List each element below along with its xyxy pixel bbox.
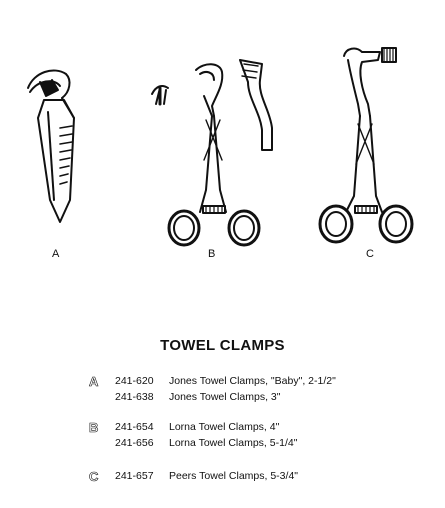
catalog-code: 241-638	[115, 391, 154, 403]
catalog-row	[0, 374, 445, 389]
catalog-code: 241-620	[115, 375, 154, 387]
catalog-code: 241-656	[115, 437, 154, 449]
catalog-description: Lorna Towel Clamps, 4"	[169, 421, 280, 433]
catalog-row	[0, 469, 445, 484]
catalog-description: Jones Towel Clamps, 3"	[169, 391, 281, 403]
catalog-description: Lorna Towel Clamps, 5-1/4"	[169, 437, 298, 449]
clamp-c-drawing	[320, 48, 412, 242]
row-letter: C	[89, 469, 99, 484]
figure-label-a: A	[52, 248, 60, 260]
catalog-row	[0, 390, 445, 405]
catalog-description: Peers Towel Clamps, 5-3/4"	[169, 470, 299, 482]
row-letter: A	[89, 374, 99, 389]
row-letter: B	[89, 420, 99, 435]
catalog-description: Jones Towel Clamps, "Baby", 2-1/2"	[169, 375, 336, 387]
figure-label-b: B	[208, 248, 216, 260]
page-title: TOWEL CLAMPS	[160, 337, 285, 354]
catalog-code: 241-654	[115, 421, 154, 433]
figure-label-c: C	[366, 248, 375, 260]
catalog-row	[0, 436, 445, 451]
catalog-row	[0, 420, 445, 435]
clamp-b-drawing	[152, 60, 272, 245]
catalog-code: 241-657	[115, 470, 154, 482]
clamp-a-drawing	[28, 70, 74, 222]
